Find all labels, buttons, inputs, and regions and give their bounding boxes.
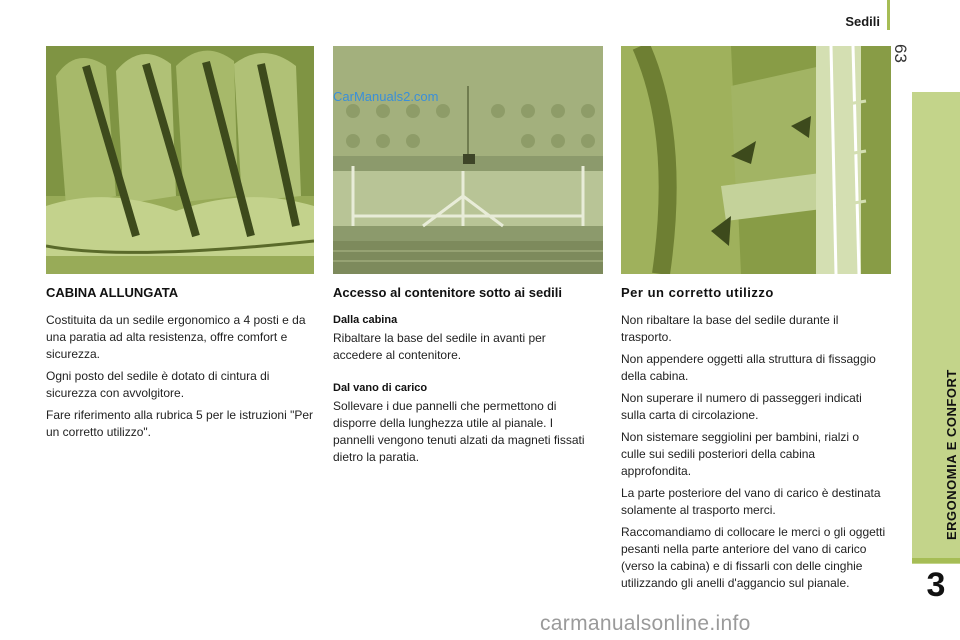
- section-title: Sedili: [845, 14, 880, 29]
- chapter-accent-bar: [912, 558, 960, 563]
- chapter-number: 3: [926, 566, 946, 604]
- column-accesso-contenitore: [333, 285, 595, 471]
- column-heading: Accesso al contenitore sotto ai sedili: [333, 285, 563, 300]
- paragraph: Ogni posto del sedile è dotato di cintura di sicurezza con avvolgitore.: [46, 369, 270, 400]
- header-divider: [887, 0, 890, 30]
- column-heading: CABINA ALLUNGATA: [46, 285, 179, 300]
- paragraph: Ribaltare la base del sedile in avanti per accedere al contenitore.: [333, 331, 546, 362]
- paragraph: Non superare il numero di passeggeri indicati sulla carta di circolazione.: [621, 391, 862, 422]
- column-heading: Per un corretto utilizzo: [621, 285, 774, 300]
- paragraph: Non ribaltare la base del sedile durante il trasporto.: [621, 313, 839, 344]
- paragraph: Raccomandiamo di collocare le merci o gli oggetti pesanti nella parte anteriore del vano di carico (verso la cabina) e di fissarli con delle cinghie utilizzando gli anelli d'aggancio sul pianale.: [621, 525, 886, 590]
- subheading: Dal vano di carico: [333, 382, 428, 394]
- watermark-text: CarManuals2.com: [333, 89, 439, 104]
- footer-site-watermark: carmanualsonline.info: [540, 612, 751, 635]
- paragraph: Non sistemare seggiolini per bambini, rialzi o culle sui sedili posteriori della cabina approfondita.: [621, 430, 860, 478]
- subheading: Dalla cabina: [333, 314, 398, 326]
- storage-illustration: [333, 46, 603, 274]
- page-number: 63: [891, 44, 910, 63]
- paragraph: Costituita da un sedile ergonomico a 4 posti e da una paratia ad alta resistenza, offre comfort e sicurezza.: [46, 313, 306, 361]
- seats-illustration: [46, 46, 314, 274]
- paragraph: La parte posteriore del vano di carico è destinata solamente al trasporto merci.: [621, 486, 881, 517]
- paragraph: Non appendere oggetti alla struttura di fissaggio della cabina.: [621, 352, 876, 383]
- column-cabina-allungata: [46, 285, 316, 446]
- chapter-label: ERGONOMIA E CONFORT: [944, 369, 959, 540]
- column-corretto-utilizzo: [621, 285, 887, 597]
- seat-base-illustration: [621, 46, 891, 274]
- paragraph: Sollevare i due pannelli che permettono di disporre della lunghezza utile al pianale. I pannelli vengono tenuti alzati da magneti fissati dietro la paratia.: [333, 399, 585, 464]
- paragraph: Fare riferimento alla rubrica 5 per le istruzioni "Per un corretto utilizzo".: [46, 408, 314, 439]
